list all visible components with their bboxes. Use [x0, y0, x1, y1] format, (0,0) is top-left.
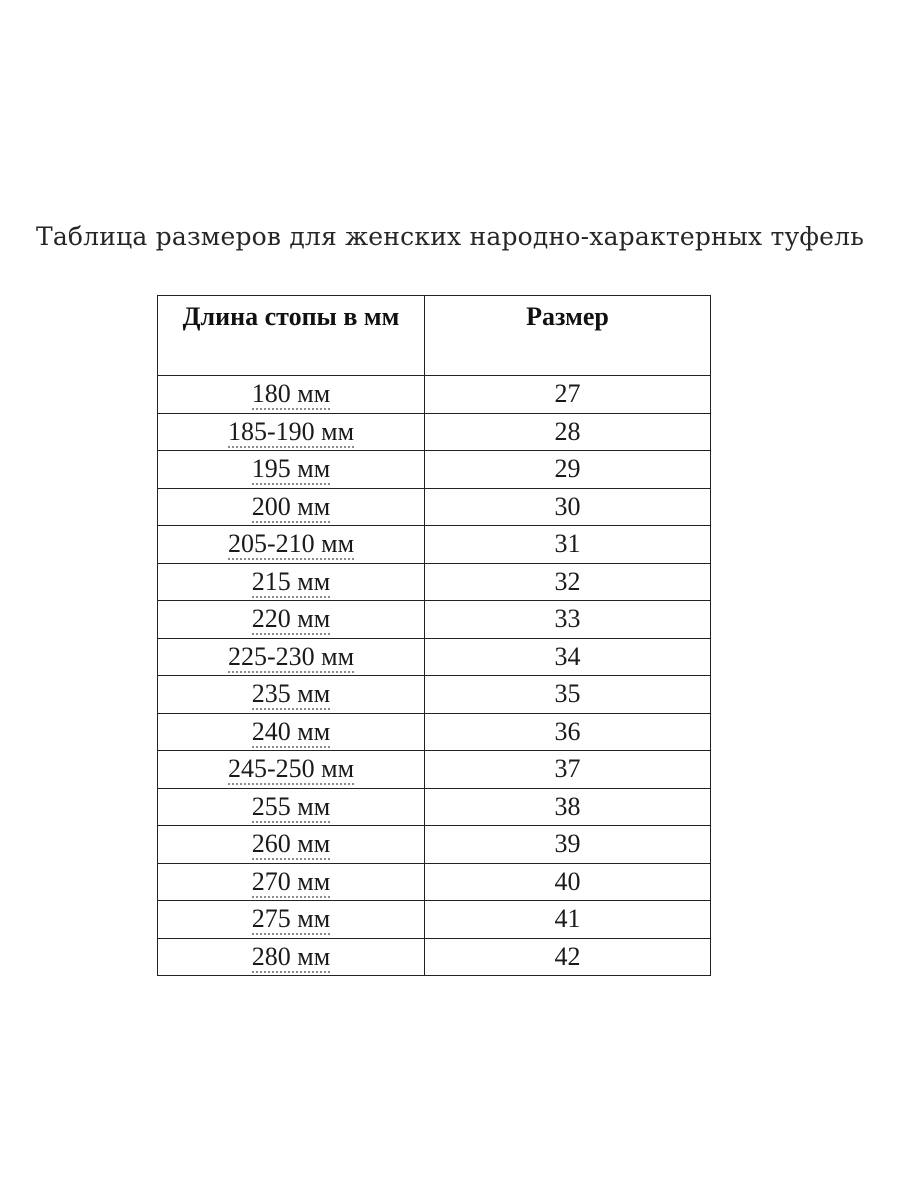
- table-row: [158, 938, 711, 976]
- shoe-size-cell: 41: [425, 901, 711, 939]
- shoe-size-cell: 33: [425, 601, 711, 639]
- table-row: [158, 826, 711, 864]
- foot-length-cell: [158, 376, 425, 414]
- table-header-row: [158, 296, 711, 376]
- foot-length-value: 245-250 мм: [227, 754, 355, 783]
- page-title: Таблица размеров для женских народно-характерных туфель: [35, 222, 865, 251]
- shoe-size-cell: 30: [425, 488, 711, 526]
- shoe-size-cell: 37: [425, 751, 711, 789]
- foot-length-value: 260 мм: [251, 829, 331, 858]
- size-table: [157, 295, 711, 976]
- foot-length-value: 205-210 мм: [227, 529, 355, 558]
- shoe-size-cell: 39: [425, 826, 711, 864]
- foot-length-value: 220 мм: [251, 604, 331, 633]
- foot-length-cell: [158, 751, 425, 789]
- table-row: [158, 413, 711, 451]
- foot-length-cell: [158, 601, 425, 639]
- foot-length-value: 270 мм: [251, 866, 331, 896]
- table-row: [158, 713, 711, 751]
- shoe-size-cell: 36: [425, 713, 711, 751]
- foot-length-value: 200 мм: [251, 491, 331, 521]
- foot-length-cell: [158, 563, 425, 601]
- table-row: [158, 601, 711, 639]
- foot-length-cell: [158, 863, 425, 901]
- foot-length-value: 240 мм: [251, 716, 331, 746]
- table-row: [158, 751, 711, 789]
- foot-length-cell: [158, 826, 425, 864]
- foot-length-cell: [158, 901, 425, 939]
- foot-length-value: 275 мм: [251, 904, 331, 933]
- foot-length-value: 180 мм: [251, 379, 331, 408]
- foot-length-cell: [158, 713, 425, 751]
- table-row: [158, 676, 711, 714]
- shoe-size-cell: 35: [425, 676, 711, 714]
- foot-length-value: 195 мм: [251, 454, 331, 483]
- table-row: [158, 526, 711, 564]
- table-row: [158, 451, 711, 489]
- foot-length-cell: [158, 413, 425, 451]
- foot-length-cell: [158, 638, 425, 676]
- table-row: [158, 863, 711, 901]
- foot-length-value: 235 мм: [251, 679, 331, 708]
- shoe-size-cell: 34: [425, 638, 711, 676]
- foot-length-cell: [158, 938, 425, 976]
- header-size: Размер: [425, 296, 711, 376]
- table-row: [158, 563, 711, 601]
- table-row: [158, 901, 711, 939]
- table-row: [158, 788, 711, 826]
- table-row: [158, 376, 711, 414]
- table-row: [158, 488, 711, 526]
- shoe-size-cell: 27: [425, 376, 711, 414]
- foot-length-value: 280 мм: [251, 941, 331, 971]
- foot-length-value: 185-190 мм: [227, 416, 355, 446]
- foot-length-cell: [158, 788, 425, 826]
- foot-length-cell: [158, 676, 425, 714]
- foot-length-value: 215 мм: [251, 566, 331, 596]
- table-row: [158, 638, 711, 676]
- shoe-size-cell: 29: [425, 451, 711, 489]
- foot-length-cell: [158, 488, 425, 526]
- shoe-size-cell: 40: [425, 863, 711, 901]
- shoe-size-cell: 31: [425, 526, 711, 564]
- shoe-size-cell: 32: [425, 563, 711, 601]
- header-foot-length: Длина стопы в мм: [158, 296, 425, 376]
- shoe-size-cell: 38: [425, 788, 711, 826]
- foot-length-cell: [158, 451, 425, 489]
- shoe-size-cell: 42: [425, 938, 711, 976]
- foot-length-value: 225-230 мм: [227, 641, 355, 671]
- table-body: [158, 376, 711, 976]
- foot-length-value: 255 мм: [251, 791, 331, 821]
- foot-length-cell: [158, 526, 425, 564]
- shoe-size-cell: 28: [425, 413, 711, 451]
